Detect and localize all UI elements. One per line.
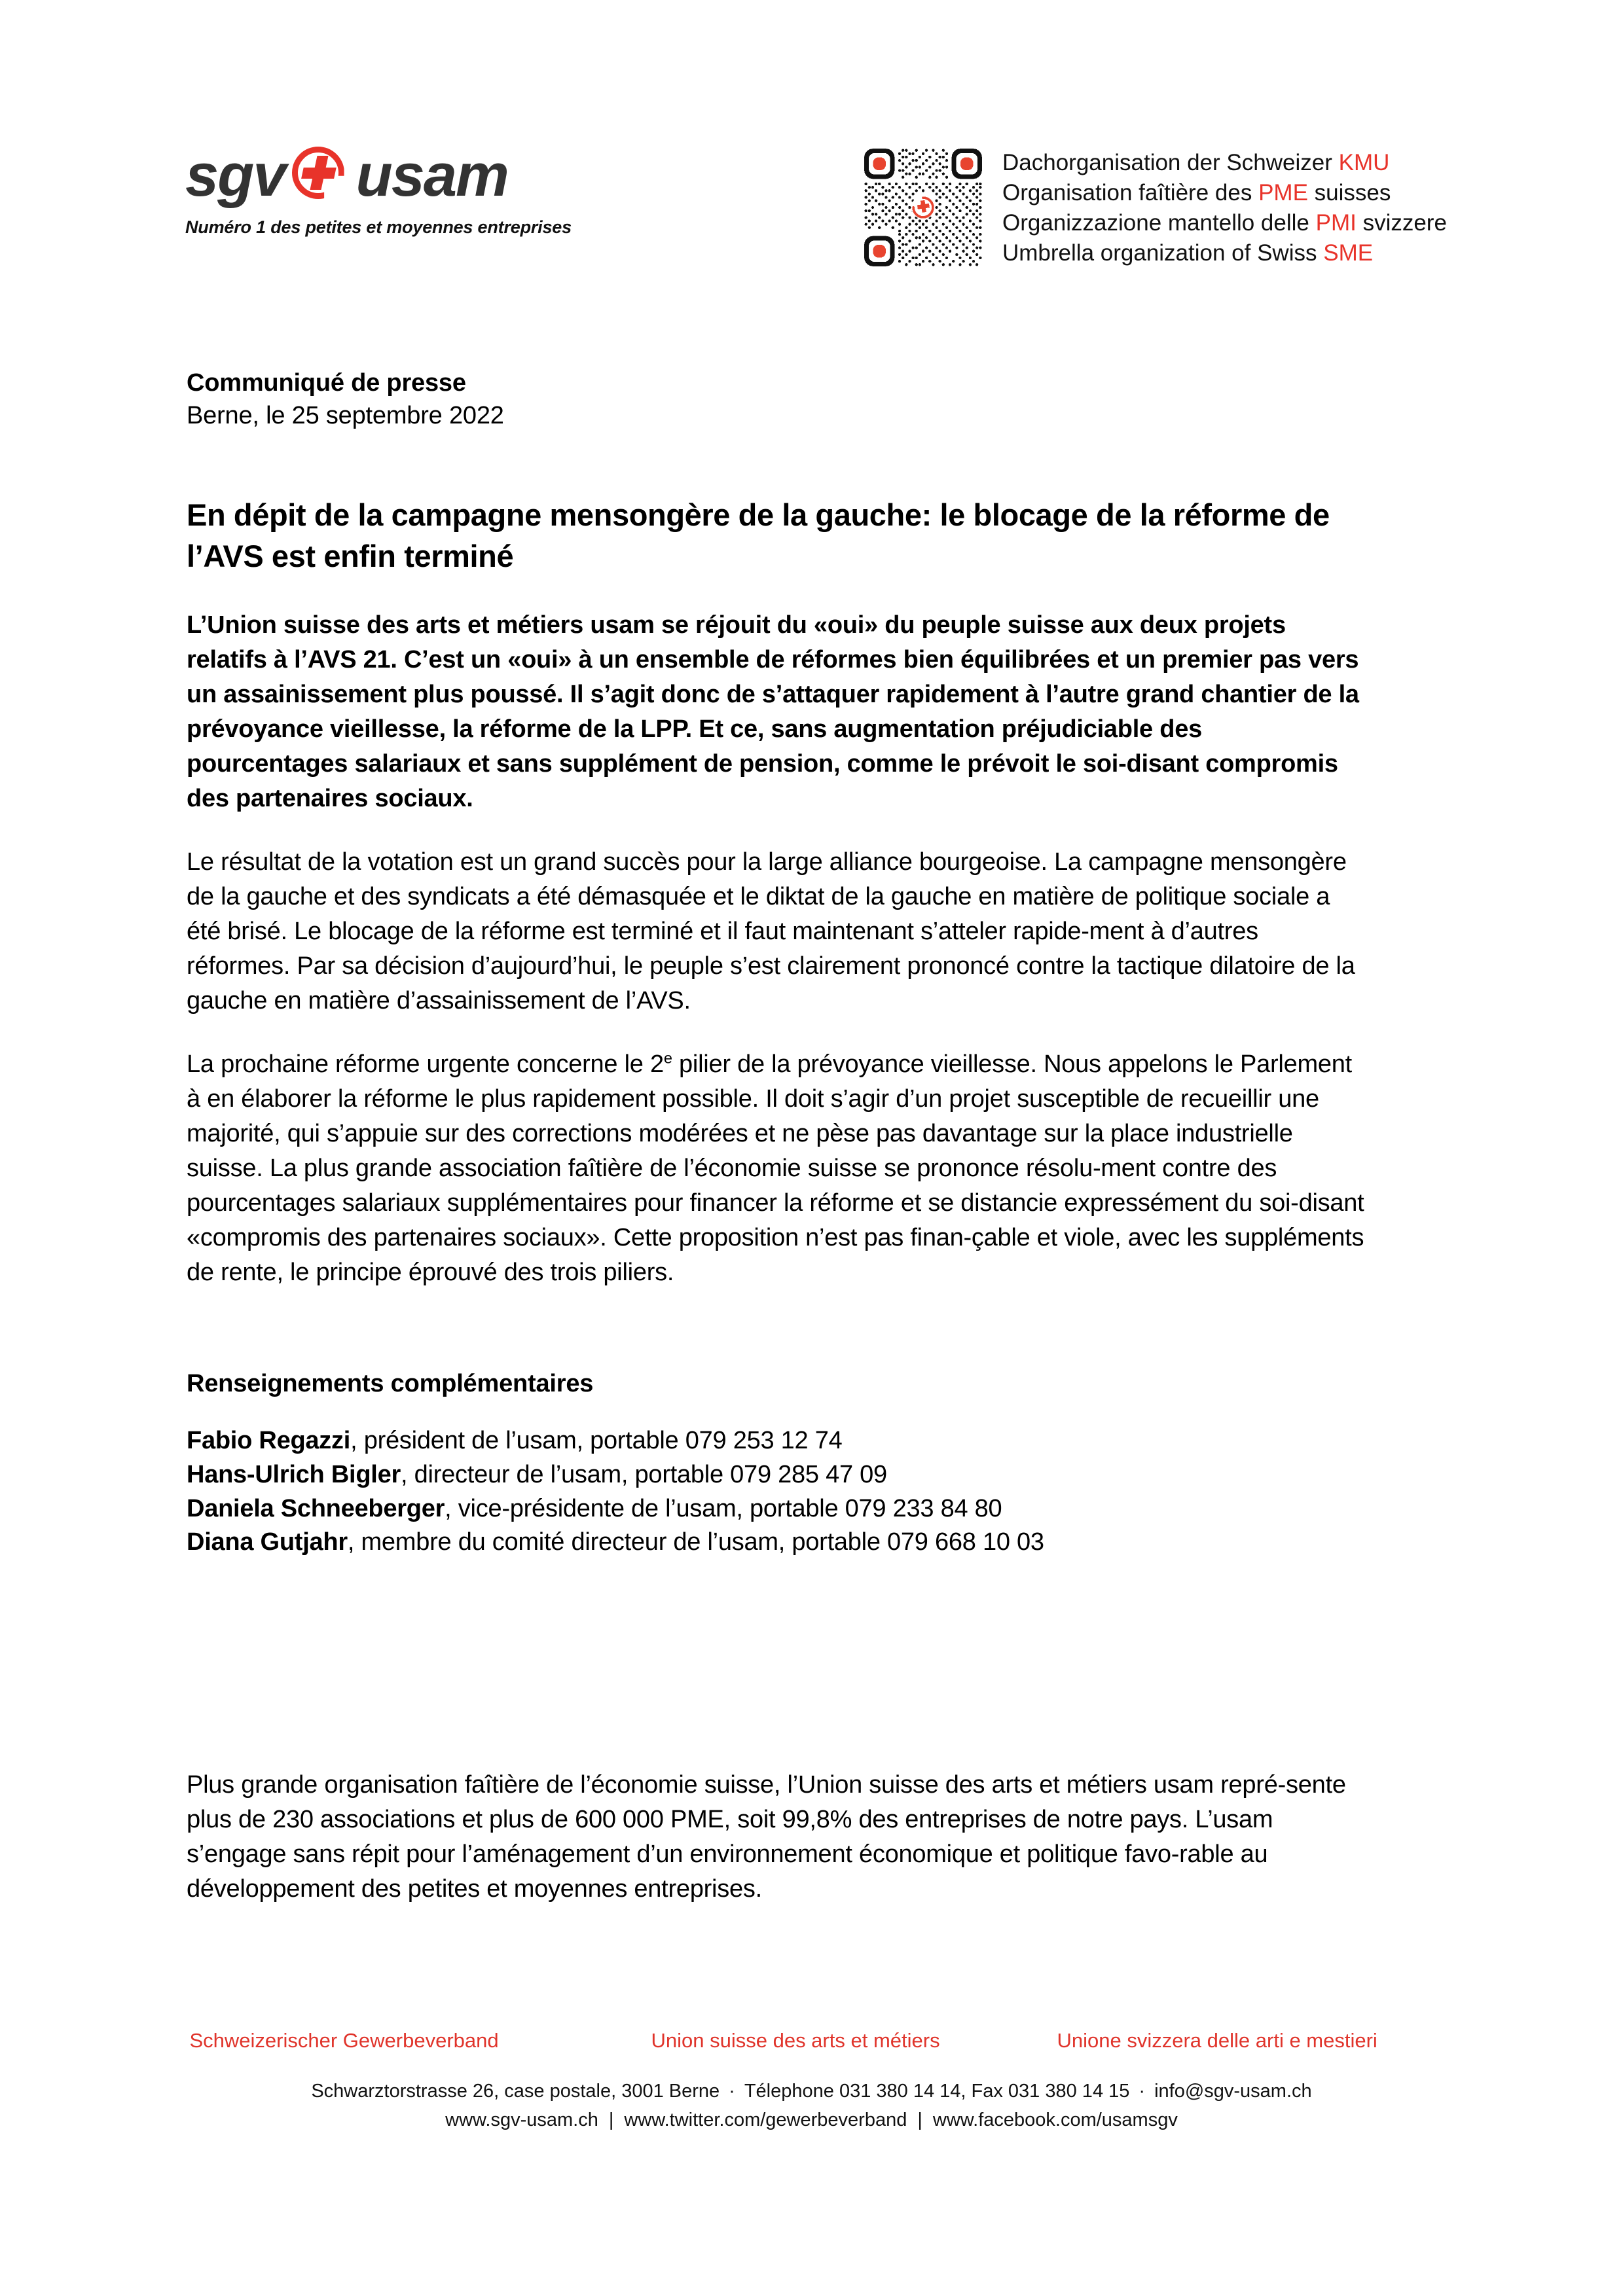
qr-code-icon[interactable]	[861, 145, 985, 270]
body-paragraph-2	[187, 1047, 1365, 1290]
footer-name-fr: Union suisse des arts et métiers	[651, 2029, 940, 2052]
claim-fr-before: Organisation faîtière des	[1002, 179, 1259, 206]
footer-facebook-link[interactable]: www.facebook.com/usamsgv	[932, 2109, 1178, 2130]
contacts-list	[187, 1424, 1453, 1560]
document-header	[0, 0, 1623, 281]
claim-en	[1002, 238, 1447, 268]
document-footer	[0, 2029, 1623, 2134]
contact-row	[187, 1526, 1453, 1560]
footer-org-names	[170, 2029, 1453, 2059]
contact-name: Hans-Ulrich Bigler	[187, 1460, 401, 1488]
footer-phone: Télephone 031 380 14 14, Fax 031 380 14 15	[744, 2081, 1130, 2102]
swiss-cross-circle-icon	[289, 144, 352, 207]
document-type-label: Communiqué de presse	[187, 369, 466, 397]
claim-it-highlight: PMI	[1315, 209, 1357, 236]
footer-email-link[interactable]: info@sgv-usam.ch	[1154, 2081, 1312, 2102]
logo-text-sgv: sgv	[185, 142, 285, 209]
paragraph-2-part1: La prochaine réforme urgente concerne le 2	[187, 1050, 664, 1079]
claim-de-before: Dachorganisation der Schweizer	[1002, 150, 1339, 175]
contact-detail: , président de l’usam, portable 079 253 12 74	[350, 1427, 843, 1455]
logo-tagline: Numéro 1 des petites et moyennes entreprises	[185, 217, 572, 237]
contact-name: Daniela Schneeberger	[187, 1494, 445, 1522]
footer-website-link[interactable]: www.sgv-usam.ch	[445, 2109, 598, 2130]
footer-separator: ·	[729, 2081, 735, 2102]
claim-de-highlight: KMU	[1338, 150, 1390, 175]
qr-and-claims	[861, 145, 1447, 270]
ordinal-superscript: e	[663, 1049, 672, 1067]
footer-contact-block	[0, 2077, 1623, 2134]
contact-row	[187, 1492, 1453, 1526]
footer-twitter-link[interactable]: www.twitter.com/gewerbeverband	[624, 2109, 907, 2130]
contact-detail: , directeur de l’usam, portable 079 285 47 09	[401, 1460, 887, 1488]
claim-fr-highlight: PME	[1258, 179, 1308, 206]
footer-separator: ·	[1139, 2081, 1146, 2102]
claim-it-before: Organizzazione mantello delle	[1002, 209, 1316, 236]
lead-paragraph: L’Union suisse des arts et métiers usam se réjouit du «oui» du peuple suisse aux deux projets relatifs à l’AVS 21. C’est un «oui» à un ensemble de réformes bien équilibrées et un premier pas vers un assainissement plus poussé. Il s’agit donc de s’attaquer rapidement à l’autre grand chantier de la prévoyance vieillesse, la réforme de la LPP. Et ce, sans augmentation préjudiciable des pourcentages salariaux et sans supplément de pension, comme le prévoit le soi-disant compromis des partenaires sociaux.	[187, 611, 1359, 813]
contact-row	[187, 1458, 1453, 1492]
footer-contact-line-2	[0, 2106, 1623, 2135]
footer-address: Schwarztorstrasse 26, case postale, 3001 Berne	[311, 2081, 720, 2102]
contacts-heading: Renseignements complémentaires	[187, 1370, 594, 1398]
claim-fr-after: suisses	[1307, 179, 1391, 206]
contact-detail: , vice-présidente de l’usam, portable 079 233 84 80	[445, 1494, 1002, 1522]
claim-it-after: svizzere	[1356, 209, 1447, 236]
paragraph-2-part2: pilier de la prévoyance vieillesse. Nous appelons le Parlement à en élaborer la réforme le plus rapidement possible. Il doit s’agir d’un projet susceptible de recueillir une majorité, qui s’appuie sur des corrections modérées et ne pèse pas davantage sur la place industrielle suisse. La plus grande association faîtière de l’économie suisse se prononce résolu-ment contre des pourcentages salariaux supplémentaires pour financer la réforme et se distancie expressément du soi-disant «compromis des partenaires sociaux». Cette proposition n’est pas finan-çable et viole, avec les suppléments de rente, le principe éprouvé des trois piliers.	[187, 1050, 1364, 1287]
usam-logo	[185, 143, 604, 238]
logo-wordmark	[185, 143, 604, 208]
claim-en-before: Umbrella organization of Swiss	[1002, 240, 1324, 266]
footer-pipe: |	[608, 2109, 614, 2130]
contact-name: Diana Gutjahr	[187, 1528, 348, 1556]
claim-it	[1002, 208, 1447, 238]
contact-detail: , membre du comité directeur de l’usam, portable 079 668 10 03	[347, 1528, 1044, 1556]
footer-pipe: |	[917, 2109, 922, 2130]
dateline: Berne, le 25 septembre 2022	[187, 402, 504, 430]
page-title: En dépit de la campagne mensongère de la gauche: le blocage de la réforme de l’AVS est enfin terminé	[187, 497, 1330, 573]
footer-contact-line-1	[0, 2077, 1623, 2106]
logo-text-usam: usam	[356, 142, 508, 209]
contact-row	[187, 1424, 1453, 1458]
claim-en-highlight: SME	[1323, 240, 1374, 266]
boilerplate-paragraph: Plus grande organisation faîtière de l’économie suisse, l’Union suisse des arts et métiers usam repré-sente plus de 230 associations et plus de 600 000 PME, soit 99,8% des entreprises de notre pays. L’usam s’engage sans répit pour l’aménagement d’un environnement économique et politique favo-rable au développement des petites et moyennes entreprises.	[187, 1771, 1346, 1903]
claim-fr	[1002, 178, 1447, 208]
body-paragraph-1: Le résultat de la votation est un grand succès pour la large alliance bourgeoise. La campagne mensongère de la gauche et des syndicats a été démasquée et le diktat de la gauche en matière de politique sociale a été brisé. Le blocage de la réforme est terminé et il faut maintenant s’atteler rapide-ment à d’autres réformes. Par sa décision d’aujourd’hui, le peuple s’est clairement prononcé contre la tactique dilatoire de la gauche en matière d’assainissement de l’AVS.	[187, 848, 1355, 1015]
claim-list	[1002, 145, 1447, 268]
footer-name-it: Unione svizzera delle arti e mestieri	[1057, 2029, 1377, 2052]
document-body	[187, 367, 1453, 1907]
footer-name-de: Schweizerischer Gewerbeverband	[189, 2029, 499, 2052]
claim-de	[1002, 148, 1447, 178]
contact-name: Fabio Regazzi	[187, 1427, 351, 1455]
